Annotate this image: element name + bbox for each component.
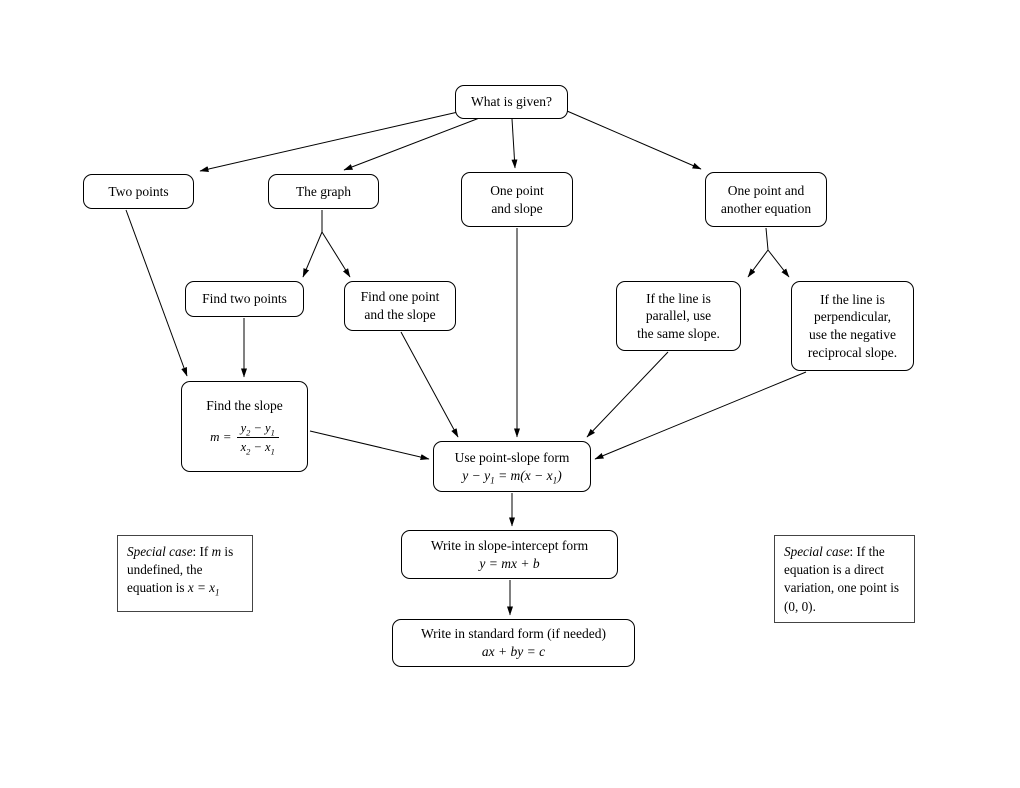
node-label-line: another equation	[720, 200, 812, 216]
arrow-equation-to-perpendicular	[768, 250, 789, 277]
node-label: Find the slope	[206, 398, 283, 414]
node-use-point-slope-form	[433, 441, 591, 492]
arrow-find-slope-to-point-slope	[310, 431, 429, 459]
node-two-points	[83, 174, 194, 209]
node-label: Write in standard form (if needed)	[420, 626, 606, 642]
node-label: Find two points	[202, 291, 287, 307]
special-case-direct-variation: Special case: If the equation is a direct variation, one point is (0, 0).	[774, 535, 915, 623]
special-case-label: Special case	[127, 544, 193, 559]
fraction	[237, 420, 279, 456]
arrow-two-points-to-find-slope	[126, 210, 187, 376]
arrow-given-to-one-point-equation	[567, 111, 701, 169]
node-label-line: perpendicular,	[813, 309, 892, 325]
node-write-standard-form	[392, 619, 635, 667]
node-one-point-and-another-equation	[705, 172, 827, 227]
node-the-graph	[268, 174, 379, 209]
arrow-equation-to-parallel	[748, 250, 768, 277]
node-label-line: reciprocal slope.	[807, 344, 898, 360]
node-label-line: If the line is	[820, 291, 885, 307]
slope-intercept-formula: y = mx + b	[479, 555, 540, 571]
node-label: Two points	[108, 183, 169, 199]
node-label: What is given?	[471, 94, 552, 110]
stem-equation-branch	[766, 228, 768, 250]
node-label: Write in slope-intercept form	[430, 537, 589, 553]
special-case-label: Special case	[784, 544, 850, 559]
arrow-find-one-point-to-point-slope	[401, 332, 458, 437]
arrow-graph-to-find-two-points	[303, 232, 322, 277]
special-case-undefined-slope: Special case: If m is undefined, the equation is $x = x_1$	[117, 535, 253, 612]
node-label: Use point-slope form	[454, 449, 570, 465]
fraction-denominator: $x_2 - x_1$	[240, 440, 275, 457]
node-parallel-same-slope	[616, 281, 741, 351]
node-label-line: One point and	[727, 182, 805, 198]
arrow-perpendicular-to-point-slope	[595, 372, 806, 459]
node-label-line: parallel, use	[645, 308, 712, 324]
node-label-line: and the slope	[364, 307, 436, 322]
node-one-point-and-slope	[461, 172, 573, 227]
node-label-line: Find one point	[360, 289, 440, 305]
node-label-line: use the negative	[809, 327, 896, 342]
node-find-one-point-and-slope	[344, 281, 456, 331]
arrow-parallel-to-point-slope	[587, 352, 668, 437]
node-label-line: If the line is	[646, 290, 711, 306]
fraction-numerator: $y_2 - y_1$	[237, 420, 279, 438]
node-find-the-slope	[181, 381, 308, 472]
slope-formula	[210, 420, 279, 456]
node-find-two-points	[185, 281, 304, 317]
formula-prefix: m =	[210, 429, 232, 445]
node-label-line: and slope	[491, 200, 543, 216]
node-what-is-given	[455, 85, 568, 119]
point-slope-formula: $y - y_1 = m(x - x_1)$	[462, 467, 562, 486]
arrow-graph-to-find-one-point	[322, 232, 350, 277]
node-label-line: the same slope.	[637, 325, 720, 341]
node-write-slope-intercept-form	[401, 530, 618, 579]
node-label: The graph	[295, 183, 352, 199]
node-perpendicular-negative-reciprocal	[791, 281, 914, 371]
node-label-line: One point	[490, 182, 544, 198]
arrow-given-to-graph	[344, 117, 482, 170]
arrow-given-to-one-point-slope	[512, 119, 515, 168]
standard-form-formula: ax + by = c	[481, 644, 546, 659]
